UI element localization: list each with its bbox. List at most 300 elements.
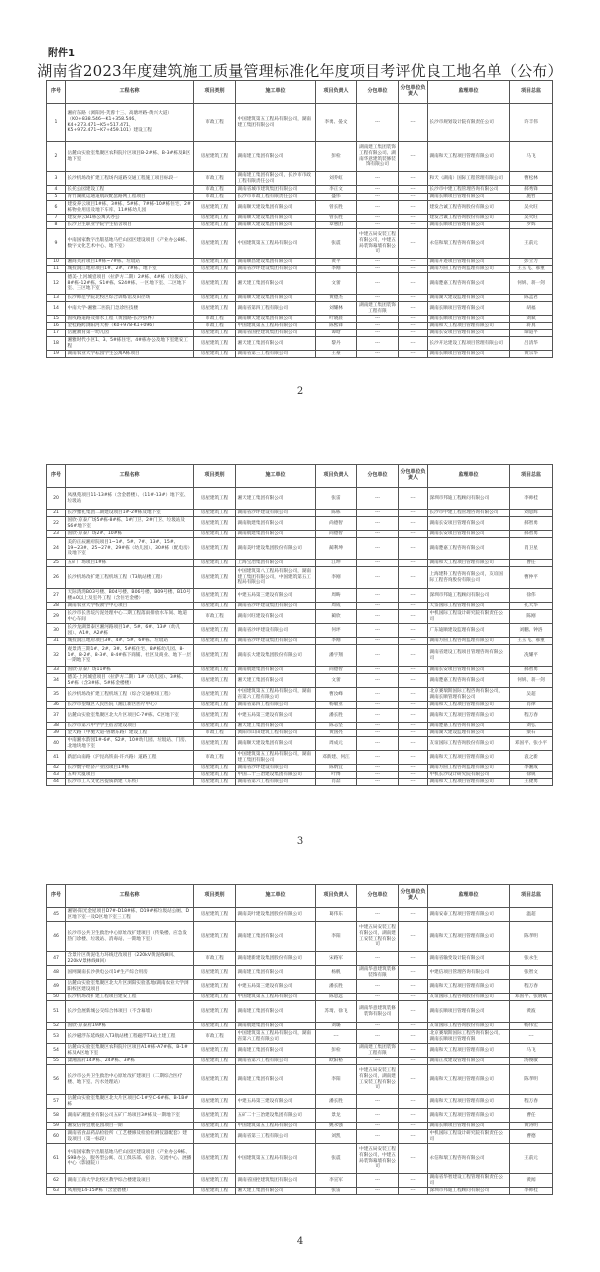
cell-subcontractor-manager: --- — [399, 142, 428, 172]
cell-contractor: 中国二十三冶建设集团有限公司 — [236, 772, 316, 779]
cell-project-manager: 蔺欣 — [316, 610, 357, 624]
column-header-subcontractor: 分包单位 — [357, 465, 399, 488]
cell-project-name: 国欣·京泰府19#栋 — [66, 1023, 194, 1030]
cell-subcontractor: --- — [357, 337, 399, 351]
table-row — [47, 1109, 553, 1123]
cell-project-manager: 尚德智 — [316, 517, 357, 531]
cell-seq: 53 — [47, 1030, 66, 1044]
cell-supervisor: 湖南楚嘉工程咨询有限公司 — [428, 538, 510, 560]
cell-project-manager: 周成 — [316, 603, 357, 610]
cell-contractor: 湖南省国控建筑集团有限公司 — [236, 1174, 316, 1188]
cell-subcontractor: --- — [357, 952, 399, 966]
cell-contractor: 中建五局第三建设有限公司 — [236, 709, 316, 723]
cell-contractor: 五矿二十三冶建设集团有限公司 — [236, 1109, 316, 1123]
cell-supervisor: 湖南湖大建设监理有限公司 — [428, 295, 510, 302]
cell-subcontractor: --- — [357, 709, 399, 723]
page-number: 2 — [296, 386, 304, 397]
cell-subcontractor: --- — [357, 295, 399, 302]
cell-subcontractor-manager: --- — [399, 730, 428, 737]
cell-contractor: 湖南顺昌建设集团有限公司 — [236, 259, 316, 266]
cell-subcontractor: --- — [357, 908, 399, 922]
cell-subcontractor-manager: --- — [399, 201, 428, 215]
table-row — [47, 994, 553, 1001]
cell-supervisor: 湖南方圆工程咨询监理有限公司 — [428, 638, 510, 645]
cell-subcontractor-manager: --- — [399, 603, 428, 610]
cell-project-manager: 李刚 — [316, 638, 357, 645]
cell-subcontractor-manager: --- — [399, 772, 428, 779]
column-header-contractor: 施工单位 — [236, 885, 316, 908]
table-row — [47, 104, 553, 142]
cell-contractor: 湖南省第三工程有限公司 — [236, 1130, 316, 1144]
cell-project-manager: 蔺利坤 — [316, 538, 357, 560]
cell-contractor: 湖南省城市建筑集团有限公司 — [236, 186, 316, 194]
cell-supervisor: 湖南和天工程项目管理有限公司 — [428, 980, 510, 994]
cell-category: 房屋建筑工程 — [194, 765, 236, 772]
cell-chief-supervisor: 王玉飞、郝重 — [510, 266, 553, 273]
cell-category: 房屋建筑工程 — [194, 1144, 236, 1174]
cell-project-manager: 李阳 — [316, 1065, 357, 1095]
cell-supervisor: 湖南和天工程项目管理有限公司 — [428, 709, 510, 723]
cell-project-name: 长沙磁浮东延线接入T3航站楼工程磁浮T3站土建工程 — [66, 1030, 194, 1044]
cell-subcontractor: --- — [357, 194, 399, 201]
cell-category: 房屋建筑工程 — [194, 723, 236, 730]
cell-project-name: 湖南农业大学校教学中心项目 — [66, 603, 194, 610]
cell-contractor: 中建五局第三建设有限公司 — [236, 589, 316, 603]
cell-contractor: 中国建筑第五工程局有限公司，湖南建工集团有限公司 — [236, 751, 316, 765]
column-header-contractor: 施工单位 — [236, 465, 316, 488]
cell-category: 房屋建筑工程 — [194, 1058, 236, 1065]
cell-project-name: 岳麓山实验室集聚区农科院片区项目B-2#栋、B-3#栋及B区地下室 — [66, 142, 194, 172]
cell-subcontractor: --- — [357, 779, 399, 786]
cell-project-name: 长沙市第六中学学生宿舍建设项目 — [66, 723, 194, 730]
cell-subcontractor: --- — [357, 645, 399, 667]
cell-subcontractor-manager: --- — [399, 994, 428, 1001]
cell-project-manager: 邓新建、何江 — [316, 751, 357, 765]
cell-contractor: 湖南省沙坪建设有限公司 — [236, 624, 316, 638]
cell-subcontractor-manager: --- — [399, 172, 428, 186]
cell-category: 房屋建筑工程 — [194, 201, 236, 215]
cell-contractor: 中国建筑第五工程局有限公司 — [236, 229, 316, 259]
cell-subcontractor: --- — [357, 104, 399, 142]
cell-seq: 32 — [47, 645, 66, 667]
cell-project-manager: 陈炳宜 — [316, 765, 357, 772]
cell-supervisor: 友谊国际工程咨询股份有限公司 — [428, 994, 510, 1001]
cell-supervisor: 湖南楚嘉工程咨询有限公司 — [428, 674, 510, 688]
cell-supervisor: 长沙开达建设工程项目管理有限公司 — [428, 337, 510, 351]
cell-project-manager: 李刚 — [316, 266, 357, 273]
cell-project-name: 中南大学-湘雅二医院门急诊医技楼 — [66, 302, 194, 316]
cell-seq: 27 — [47, 589, 66, 603]
cell-category: 房屋建筑工程 — [194, 266, 236, 273]
cell-seq: 49 — [47, 980, 66, 994]
table-header-row — [47, 465, 553, 488]
cell-subcontractor: --- — [357, 1188, 399, 1195]
cell-subcontractor-manager: --- — [399, 488, 428, 510]
cell-chief-supervisor: 梁石 — [510, 730, 553, 737]
cell-project-name: 凤翔苑14-15#栋（含金碧楼） — [66, 1188, 194, 1195]
cell-project-manager: 宋路军 — [316, 952, 357, 966]
column-header-contractor: 施工单位 — [236, 81, 316, 104]
cell-contractor: 湖南航建集团有限公司 — [236, 667, 316, 674]
cell-contractor: 中国建筑第五工程局有限公司 — [236, 994, 316, 1001]
cell-project-name: 中南国家数字出版基地马栏山园区建设项目（产业办公8栋、数字文化艺术中心、地下室） — [66, 229, 194, 259]
cell-supervisor: 湖南和天工程项目管理有限公司 — [428, 702, 510, 709]
cell-subcontractor: --- — [357, 765, 399, 772]
cell-subcontractor-manager: --- — [399, 709, 428, 723]
table-row — [47, 702, 553, 709]
table-row — [47, 323, 553, 330]
cell-supervisor: 湖南安泰工程项目管理有限公司 — [428, 908, 510, 922]
cell-category: 房屋建筑工程 — [194, 1123, 236, 1130]
cell-category: 房屋建筑工程 — [194, 538, 236, 560]
cell-subcontractor-manager: --- — [399, 323, 428, 330]
cell-contractor: 湖南顺天建设集团有限公司 — [236, 215, 316, 222]
cell-supervisor: 湖南开迹项目管理有限公司 — [428, 259, 510, 266]
cell-category: 市政工程 — [194, 1030, 236, 1044]
cell-project-name: 湖南农业大学耘园学生公寓A栋项目 — [66, 351, 194, 358]
cell-category: 房屋建筑工程 — [194, 603, 236, 610]
cell-seq: 34 — [47, 674, 66, 688]
cell-subcontractor: --- — [357, 702, 399, 709]
cell-supervisor: 湖南和天工程项目管理有限公司 — [428, 560, 510, 567]
cell-subcontractor-manager: --- — [399, 330, 428, 337]
cell-supervisor: 湖南正茂建设管理有限公司 — [428, 1058, 510, 1065]
cell-category: 房屋建筑工程 — [194, 330, 236, 337]
cell-chief-supervisor: 吕清华 — [510, 337, 553, 351]
cell-supervisor: 湖南和天工程项目管理有限公司 — [428, 751, 510, 765]
cell-chief-supervisor: 肖律 — [510, 702, 553, 709]
cell-contractor: 湖南省沙坪建设集团有限公司 — [236, 266, 316, 273]
cell-project-name: 城投润江地府项目3#、4#、5#、6#栋、垃圾站 — [66, 638, 194, 645]
cell-category: 房屋建筑工程 — [194, 667, 236, 674]
cell-chief-supervisor: 程万春 — [510, 709, 553, 723]
cell-subcontractor-manager: --- — [399, 952, 428, 966]
page-number: 4 — [296, 1236, 304, 1247]
cell-chief-supervisor: 邓国平、张小平 — [510, 737, 553, 751]
cell-chief-supervisor: 吴火旺 — [510, 215, 553, 222]
cell-category: 房屋建筑工程 — [194, 779, 236, 786]
cell-supervisor: 湖南长顺项目管理有限公司 — [428, 194, 510, 201]
column-header-supervisor: 监理单位 — [428, 465, 510, 488]
cell-seq: 50 — [47, 994, 66, 1001]
cell-subcontractor-manager: --- — [399, 624, 428, 638]
cell-project-name: 城投润江地府项目1#、2#、7#栋、地下室 — [66, 266, 194, 273]
table-row — [47, 488, 553, 510]
cell-project-manager: 刘璐 — [316, 1023, 357, 1030]
cell-subcontractor: --- — [357, 266, 399, 273]
cell-subcontractor-manager: --- — [399, 229, 428, 259]
cell-subcontractor: 湖南华意建筑装修装饰有限 — [357, 966, 399, 980]
cell-seq: 26 — [47, 567, 66, 589]
cell-category: 房屋建筑工程 — [194, 560, 236, 567]
cell-seq: 15 — [47, 316, 66, 323]
cell-subcontractor-manager: --- — [399, 316, 428, 323]
cell-chief-supervisor: 温超 — [510, 908, 553, 922]
cell-project-manager: 何坪 — [316, 624, 357, 638]
cell-contractor: 中国建筑第五工程局有限公司，湖南省第六工程有限公司 — [236, 1030, 316, 1044]
table-row — [47, 667, 553, 674]
cell-seq: 58 — [47, 1109, 66, 1123]
cell-seq: 36 — [47, 702, 66, 709]
cell-category: 房屋建筑工程 — [194, 295, 236, 302]
cell-supervisor: 湖南和天工程项目管理有限公司 — [428, 142, 510, 172]
cell-seq: 51 — [47, 1001, 66, 1023]
cell-contractor: 湖南美叶建设集团股份有限公司 — [236, 538, 316, 560]
cell-subcontractor-manager: --- — [399, 1065, 428, 1095]
cell-seq: 37 — [47, 709, 66, 723]
cell-subcontractor: --- — [357, 517, 399, 531]
cell-project-name: 德美·上河城壹项目（拉萨方二期）1#（幼儿园）、3#栋、5#栋（含3#栋、5#栋金楼楼） — [66, 674, 194, 688]
table-row — [47, 1058, 553, 1065]
cell-chief-supervisor: 孔大华 — [510, 603, 553, 610]
cell-subcontractor: --- — [357, 1130, 399, 1144]
cell-category: 房屋建筑工程 — [194, 966, 236, 980]
cell-contractor: 浏阳市山田建筑工程有限公司 — [236, 730, 316, 737]
cell-contractor: 湘天建工集团有限公司 — [236, 337, 316, 351]
cell-subcontractor: --- — [357, 1123, 399, 1130]
cell-contractor: 湖南建工集团有限公司 — [236, 1065, 316, 1095]
cell-seq: 8 — [47, 222, 66, 229]
cell-subcontractor-manager: --- — [399, 638, 428, 645]
cell-subcontractor-manager: --- — [399, 922, 428, 952]
cell-seq: 7 — [47, 215, 66, 222]
cell-category: 房屋建筑工程 — [194, 674, 236, 688]
cell-category: 房屋建筑工程 — [194, 215, 236, 222]
cell-project-name: 岳麓山实验室集聚区北大片区项目C-1#至C-6#栋、B-1B#栋 — [66, 1095, 194, 1109]
honor-list-table — [46, 884, 553, 1195]
table-row — [47, 751, 553, 765]
cell-seq: 63 — [47, 1188, 66, 1195]
cell-category: 房屋建筑工程 — [194, 624, 236, 638]
cell-project-manager: 刘耀林 — [316, 302, 357, 316]
cell-chief-supervisor: 彭立力 — [510, 259, 553, 266]
table-row — [47, 201, 553, 215]
cell-category: 房屋建筑工程 — [194, 1023, 236, 1030]
cell-subcontractor-manager: --- — [399, 1044, 428, 1058]
cell-contractor: 湖南省沙坪建设集团有限公司 — [236, 603, 316, 610]
table-row — [47, 337, 553, 351]
cell-supervisor: 广东迪顺建设监理有限公司 — [428, 624, 510, 638]
table-row — [47, 730, 553, 737]
cell-subcontractor-manager: --- — [399, 273, 428, 295]
cell-contractor: 湖南航建集团有限公司 — [236, 1023, 316, 1030]
table-row — [47, 273, 553, 295]
cell-seq: 31 — [47, 638, 66, 645]
cell-seq: 23 — [47, 531, 66, 538]
cell-category: 房屋建筑工程 — [194, 567, 236, 589]
cell-subcontractor-manager: --- — [399, 215, 428, 222]
cell-project-manager: 姚永强 — [316, 1123, 357, 1130]
cell-seq: 56 — [47, 1065, 66, 1095]
cell-project-name: 中南湘水韵园1#-6#、S2#、10#幼儿园、垃圾站、门房、北地块地下室 — [66, 737, 194, 751]
cell-project-name: 青竹湖航运通道航段配套路网工程项目 — [66, 194, 194, 201]
column-header-seq: 序号 — [47, 465, 66, 488]
cell-chief-supervisor: 郝智勇 — [510, 667, 553, 674]
cell-project-name: 湖南工商大学北校区教学综合楼建设项目 — [66, 1174, 194, 1188]
cell-project-name: 长沙会展新城公交综合体项目（不含幕墙） — [66, 1001, 194, 1023]
cell-seq: 21 — [47, 510, 66, 517]
cell-project-name: 凤凰苑项目11-13#栋（含金碧楼）、（11#-13#）地下室、垃圾站 — [66, 488, 194, 510]
cell-seq: 59 — [47, 1123, 66, 1130]
table-row — [47, 589, 553, 603]
cell-chief-supervisor: 胡福 — [510, 302, 553, 316]
cell-category: 房屋建筑工程 — [194, 337, 236, 351]
cell-project-name: 美的正辰湘府院项目1~1#、5#、7#、13#、15#、19~23#、25~27#、29#栋（幼儿园）、30#栋（配电房）及地下室 — [66, 538, 194, 560]
cell-subcontractor: --- — [357, 273, 399, 295]
cell-project-manager: 曹汝峰 — [316, 688, 357, 702]
cell-contractor: 湖南省第三工程有限公司 — [236, 351, 316, 358]
table-row — [47, 1095, 553, 1109]
cell-subcontractor: --- — [357, 172, 399, 186]
table-row — [47, 674, 553, 688]
cell-category: 房屋建筑工程 — [194, 645, 236, 667]
cell-project-manager: 潘长胜 — [316, 709, 357, 723]
cell-supervisor: 友谊国际工程咨询股份有限公司 — [428, 1023, 510, 1030]
table-page-3 — [46, 884, 552, 1195]
cell-supervisor: 湖南长顺项目管理有限公司 — [428, 316, 510, 323]
cell-project-name: 长沙市工人文化宫提质新建（东校） — [66, 779, 194, 786]
cell-project-name: 湘府东路（浏阳河-芙蓉十三、高塘坪路-黄兴大道）（K0+838.546—K1+358.546、K4+273.471~K5+517.471、K5+972.471~K7+459.101）建设工程 — [66, 104, 194, 142]
table-row — [47, 560, 553, 567]
cell-supervisor: 湖南省输变设计院有限公司 — [428, 952, 510, 966]
cell-seq: 12 — [47, 273, 66, 295]
cell-chief-supervisor: 徐伟 — [510, 589, 553, 603]
cell-supervisor: 深圳市邦迪工程顾问有限公司 — [428, 1188, 510, 1195]
cell-chief-supervisor: 王玉飞、郝重 — [510, 638, 553, 645]
cell-seq: 46 — [47, 922, 66, 952]
cell-project-manager: 刘凯 — [316, 1130, 357, 1144]
cell-project-name: 岳麓教育第一幼儿园 — [66, 330, 194, 337]
cell-subcontractor: --- — [357, 1023, 399, 1030]
cell-contractor: 湖南建新建设集团股份有限公司 — [236, 952, 316, 966]
column-header-category: 项目类别 — [194, 81, 236, 104]
cell-category: 房屋建筑工程 — [194, 1109, 236, 1123]
cell-seq: 1 — [47, 104, 66, 142]
cell-contractor: 湖南建工集团有限公司 — [236, 1044, 316, 1058]
cell-project-name: 国欣·京泰广场2#、10#栋 — [66, 531, 194, 538]
table-row — [47, 603, 553, 610]
cell-seq: 42 — [47, 765, 66, 772]
cell-project-name: 国网湖南长沙供电公司1#生产综合用房 — [66, 966, 194, 980]
cell-category: 房屋建筑工程 — [194, 142, 236, 172]
cell-subcontractor-manager: --- — [399, 194, 428, 201]
cell-project-manager: 尚德智 — [316, 531, 357, 538]
cell-chief-supervisor: 曹仲平 — [510, 567, 553, 589]
table-row — [47, 567, 553, 589]
cell-subcontractor-manager: --- — [399, 1023, 428, 1030]
table-row — [47, 194, 553, 201]
cell-chief-supervisor: 王前元 — [510, 229, 553, 259]
cell-project-name: 含景片区黄泥电力环线迁改项目（220kV黄泥线ⅠⅡ回、220kV景林线ⅠⅡ回） — [66, 952, 194, 966]
cell-contractor: 湖南省沙坪建设集团有限公司 — [236, 638, 316, 645]
cell-supervisor: 湖南长安项目管理有限公司 — [428, 517, 510, 531]
cell-seq: 45 — [47, 908, 66, 922]
cell-contractor: 湖南建工集团有限公司 — [236, 1001, 316, 1023]
cell-project-name: 建发养云项目1#栋、3#栋、5#栋、7#栋-10#栋住宅、2#栋物业用房及地下车库、11#栋幼儿园 — [66, 201, 194, 215]
cell-supervisor: 中机国际工程设计研究院有限责任公司 — [428, 1130, 510, 1144]
cell-seq: 62 — [47, 1174, 66, 1188]
cell-project-manager: 刘乔虹 — [316, 172, 357, 186]
cell-supervisor: 长沙市规划设计院有限责任公司 — [428, 104, 510, 142]
table-row — [47, 1144, 553, 1174]
cell-category: 房屋建筑工程 — [194, 980, 236, 994]
table-row — [47, 709, 553, 723]
cell-subcontractor: 湖南建工集团装饰工程有限 — [357, 1044, 399, 1058]
table-page-2 — [46, 464, 552, 786]
table-row — [47, 266, 553, 273]
table-row — [47, 316, 553, 323]
cell-chief-supervisor: 陈孟君 — [510, 295, 553, 302]
cell-seq: 16 — [47, 323, 66, 330]
cell-project-manager: 景龙 — [316, 1109, 357, 1123]
cell-seq: 35 — [47, 688, 66, 702]
cell-supervisor: 中建信项目管理咨询有限公司 — [428, 966, 510, 980]
cell-project-name: 金桂路跨浏阳河大桥（K0+978-K1+096） — [66, 323, 194, 330]
cell-project-manager: 盛伟 — [316, 194, 357, 201]
cell-contractor: 湘天建工集团有限公司 — [236, 674, 316, 688]
cell-project-manager: 李勇、晏文 — [316, 104, 357, 142]
cell-category: 市政工程 — [194, 186, 236, 194]
cell-subcontractor-manager: --- — [399, 222, 428, 229]
cell-seq: 61 — [47, 1144, 66, 1174]
column-header-chief-supervisor: 项目总监 — [510, 885, 553, 908]
cell-subcontractor-manager: --- — [399, 538, 428, 560]
cell-chief-supervisor: 何妍、蒋一剑 — [510, 674, 553, 688]
table-row — [47, 1123, 553, 1130]
cell-subcontractor: --- — [357, 603, 399, 610]
cell-chief-supervisor: 肖卫星 — [510, 538, 553, 560]
cell-project-name: 长沙市公共卫生救治中心原址改扩建项目（二期综合医疗楼、地下室、污水处理站） — [66, 1065, 194, 1095]
cell-project-manager: 李阳 — [316, 922, 357, 952]
cell-subcontractor-manager: --- — [399, 966, 428, 980]
table-row — [47, 1174, 553, 1188]
table-row — [47, 222, 553, 229]
table-row — [47, 952, 553, 966]
cell-supervisor: 湖南湖大建设监理有限公司 — [428, 730, 510, 737]
cell-project-name: 长沙师范学院北校区综合训练馆及田径场 — [66, 295, 194, 302]
table-row — [47, 330, 553, 337]
cell-project-name: 国欣·京泰广场5#栋-8#栋、1#门卫、2#门卫、垃圾站及S6#地下室 — [66, 517, 194, 531]
cell-contractor: 中国建筑第五工程局有限公司，湖南省第六工程有限公司 — [236, 688, 316, 702]
cell-subcontractor: 湖南华意建筑装修装饰有限公司 — [357, 1001, 399, 1023]
cell-chief-supervisor: 曹德 — [510, 1130, 553, 1144]
cell-subcontractor-manager: --- — [399, 751, 428, 765]
cell-chief-supervisor: 黄宗华 — [510, 351, 553, 358]
cell-project-manager: 黄德杰 — [316, 295, 357, 302]
cell-subcontractor: --- — [357, 674, 399, 688]
cell-seq: 55 — [47, 1058, 66, 1065]
cell-subcontractor: --- — [357, 531, 399, 538]
cell-subcontractor: 湖南建工集团装饰工程有限 — [357, 302, 399, 316]
cell-subcontractor-manager: --- — [399, 589, 428, 603]
cell-chief-supervisor: 程万春 — [510, 1095, 553, 1109]
cell-project-manager: 张雷 — [316, 488, 357, 510]
cell-subcontractor-manager: --- — [399, 765, 428, 772]
cell-subcontractor: --- — [357, 994, 399, 1001]
cell-project-manager: 江坤 — [316, 560, 357, 567]
cell-subcontractor: 中建五局安装工程有限公司，中建五局装饰幕墙有限公司 — [357, 229, 399, 259]
cell-category: 房屋建筑工程 — [194, 702, 236, 709]
cell-project-name: 长沙机场改扩建工程场内道路交通工程施工项目标段一 — [66, 172, 194, 186]
cell-chief-supervisor: 冼耀平 — [510, 645, 553, 667]
cell-seq: 43 — [47, 772, 66, 779]
cell-seq: 39 — [47, 730, 66, 737]
cell-project-manager: 李宣军 — [316, 1174, 357, 1188]
cell-contractor: 湖南省第四工程有限公司 — [236, 302, 316, 316]
cell-chief-supervisor: 刘鹏、钟洛 — [510, 624, 553, 638]
cell-seq: 14 — [47, 302, 66, 316]
cell-contractor: 湖南顺天建设集团有限公司 — [236, 222, 316, 229]
